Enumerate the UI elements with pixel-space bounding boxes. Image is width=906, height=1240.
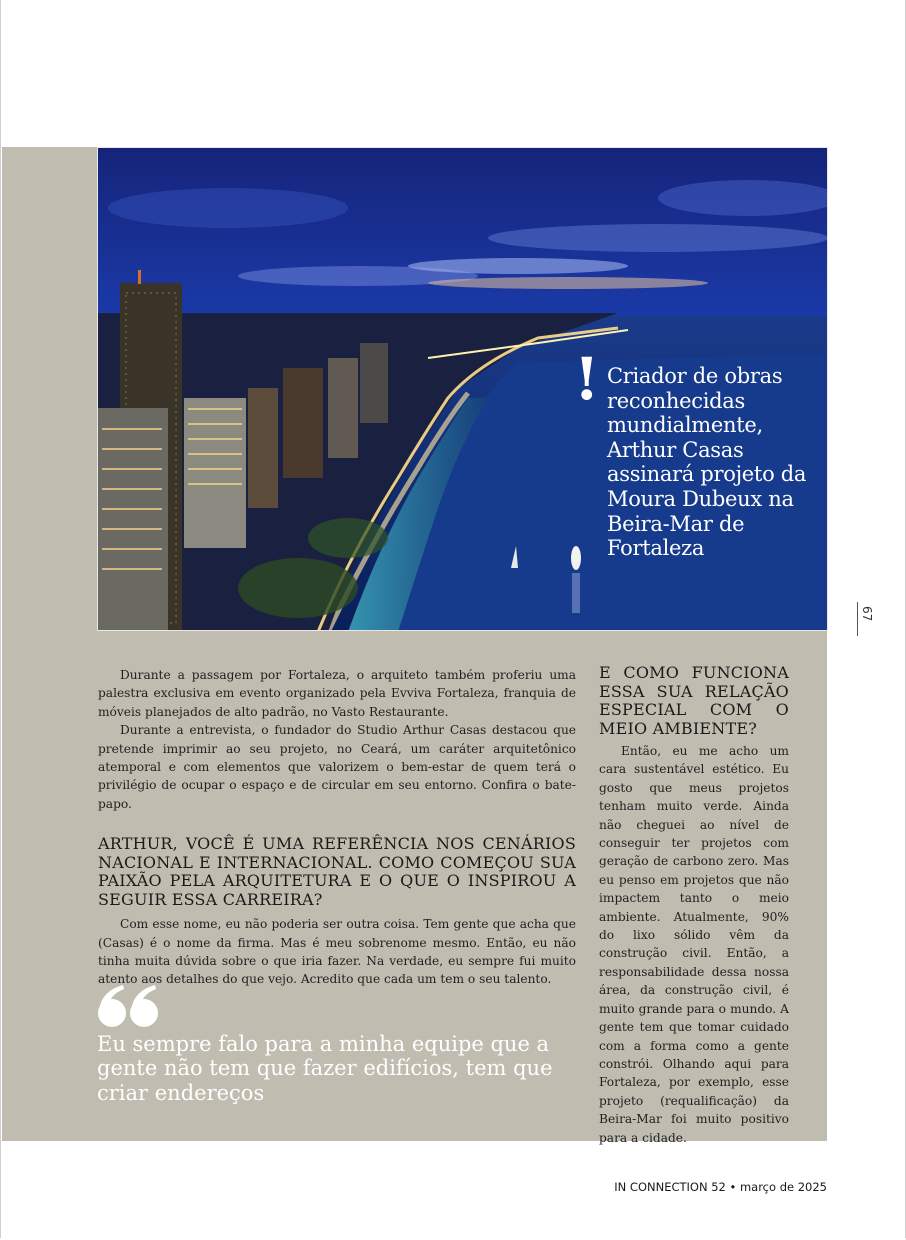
intro-paragraph-1: Durante a passagem por Fortaleza, o arquiteto também proferiu uma palestra exclusiva em evento organizado pela Evviva Fortaleza, franquia de móveis planejados de alto padrão, no Vasto Restaurante. [98,668,576,719]
footer: IN CONNECTION 52 • março de 2025 [614,1180,827,1194]
feature-quote: Eu sempre falo para a minha equipe que a gente não tem que fazer edifícios, tem que criar endereços [97,1032,553,1105]
page-number [857,602,876,636]
question-heading-1: ARTHUR, VOCÊ É UMA REFERÊNCIA NOS CENÁRIOS NACIONAL E INTERNACIONAL. COMO COMEÇOU SUA PAIXÃO PELA ARQUITETURA E O QUE O INSPIROU A SEGUIR ESSA CARREIRA? [98,834,576,909]
intro-paragraph-2: Durante a entrevista, o fundador do Studio Arthur Casas destacou que pretende imprimir ao seu projeto, no Ceará, um caráter arquitetônico atemporal e com elementos que valorizem o bem-estar de quem terá o privilégio de ocupar o espaço e de circular em seu entorno. Confira o bate-papo. [98,723,576,811]
pull-quote: Criador de obras reconhecidas mundialmente, Arthur Casas assinará projeto da Moura Dubeux na Beira-Mar de Fortaleza [607,364,807,561]
quotation-mark-icon [97,985,161,1029]
exclamation-mark: ! [574,345,600,413]
page-number-text: 67 [860,606,874,622]
answer-paragraph-1: Com esse nome, eu não poderia ser outra coisa. Tem gente que acha que (Casas) é o nome da firma. Mas é meu sobrenome mesmo. Então, eu não tinha muita dúvida sobre o que iria fazer. Na verdade, eu sempre fui muito atento aos detalhes do que vejo. Acredito que cada um tem o seu talento. [98,917,576,987]
answer-paragraph-2: Então, eu me acho um cara sustentável estético. Eu gosto que meus projetos tenham muito verde. Ainda não cheguei ao nível de conseguir ter projetos com geração de carbono zero. Mas eu penso em projetos que não impactem tanto o meio ambiente. Atualmente, 90% do lixo sólido vêm da construção civil. Então, a responsabilidade dessa nossa área, da construção civil, é muito grande para o mundo. A gente tem que tomar cuidado com a forma como a gente constrói. Olhando aqui para Fortaleza, por exemplo, esse projeto (requalificação) da Beira-Mar foi muito positivo para a cidade. [599,744,789,1145]
right-column [599,664,789,1147]
question-heading-2: E COMO FUNCIONA ESSA SUA RELAÇÃO ESPECIAL COM O MEIO AMBIENTE? [599,663,789,738]
left-column [98,666,576,989]
